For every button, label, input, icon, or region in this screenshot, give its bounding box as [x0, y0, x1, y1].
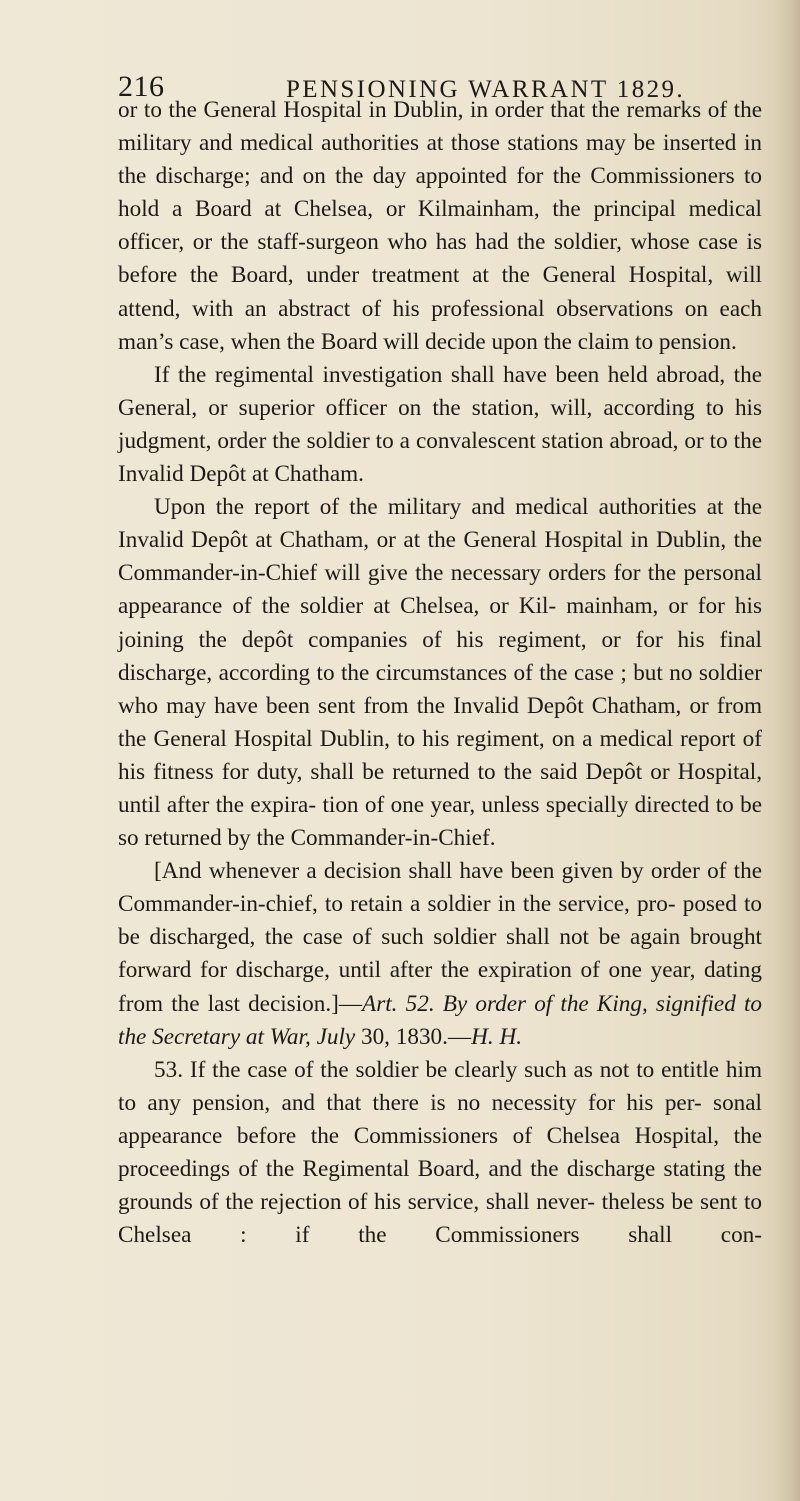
- paragraph-invalid-depot-report: Upon the report of the military and medical authorities at the Invalid Depôt at Chatham, or at the General Hospital in Dublin, the Commander-in-Chief will give the necessary orders for the personal appearance of the soldier at Chelsea, or Kil- mainham, or for his joining the depôt companies of his regiment, or for his final discharge, according to the circumstances of the case ; but no soldier who may have been sent from the Invalid Depôt Chatham, or from the General Hospital Dublin, to his regiment, on a medical report of his fitness for duty, shall be returned to the said Depôt or Hospital, until after the expira- tion of one year, unless specially directed to be so returned by the Commander-in-Chief.: [118, 494, 762, 852]
- paragraph-continuation: or to the General Hospital in Dublin, in order that the remarks of the military and medical authorities at those stations may be inserted in the discharge; and on the day appointed for the Commissioners to hold a Board at Chelsea, or Kilmainham, the principal medical officer, or the staff-surgeon who has had the soldier, whose case is before the Board, under treatment at the General Hospital, will attend, with an abstract of his professional observations on each man’s case, when the Board will decide upon the claim to pension.: [118, 97, 762, 355]
- amendment-initials: H. H.: [471, 1023, 523, 1050]
- amendment-citation-date: 30, 1830.—: [355, 1023, 472, 1050]
- amendment-text: [And whenever a decision shall have been given by order of the Commander-in-chief, to retain a soldier in the service, pro- posed to be discharged, the case of such soldier shall not be again brought forward for discharge, until after the expiration of one year, dating from the last decision.]—: [118, 858, 762, 1017]
- page-edge-shadow: [772, 0, 800, 1501]
- paragraph-regimental-investigation: If the regimental investigation shall have been held abroad, the General, or superior officer on the station, will, according to his judgment, order the soldier to a convalescent station abroad, or to the Invalid Depôt at Chatham.: [118, 361, 762, 488]
- paragraph-bracketed-amendment: [118, 855, 762, 1054]
- page-number: 216: [118, 70, 165, 103]
- running-head: PENSIONING WARRANT 1829.: [286, 76, 686, 103]
- body-text: [118, 94, 762, 1252]
- amendment-citation: Art. 52. By order of the King, signified to the Secretary at War, July: [118, 990, 762, 1050]
- paragraph-article-53: 53. If the case of the soldier be clearly such as not to entitle him to any pension, and that there is no necessity for his per- sonal appearance before the Commissioners of Chelsea Hospital, the proceedings of the Regimental Board, and the discharge stating the grounds of the rejection of his service, shall never- theless be sent to Chelsea : if the Commissioners shall con-: [118, 1056, 762, 1249]
